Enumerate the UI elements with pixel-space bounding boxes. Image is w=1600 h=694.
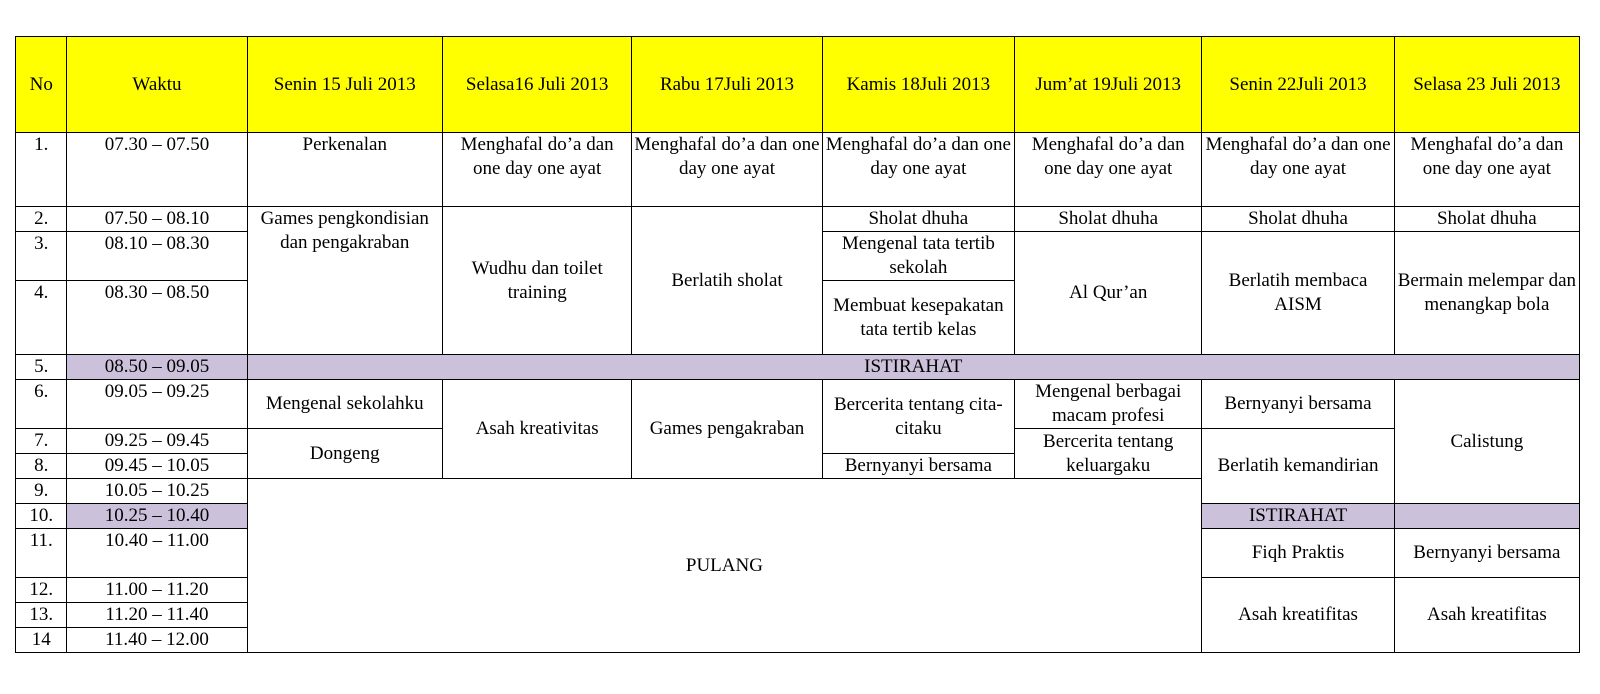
break-cell: ISTIRAHAT: [1202, 504, 1394, 529]
activity-cell: Asah kreatifitas: [1394, 578, 1579, 653]
header-day-5: Jum’at 19Juli 2013: [1015, 37, 1202, 133]
header-waktu: Waktu: [67, 37, 247, 133]
activity-cell: Dongeng: [247, 429, 443, 479]
activity-cell: Bernyanyi bersama: [1394, 529, 1579, 578]
break-cell: ISTIRAHAT: [247, 355, 1580, 380]
header-day-6: Senin 22Juli 2013: [1202, 37, 1394, 133]
activity-cell: Asah kreativitas: [443, 380, 632, 479]
row-time: 07.50 – 08.10: [67, 207, 247, 232]
activity-cell: Al Qur’an: [1015, 232, 1202, 355]
header-no: No: [16, 37, 67, 133]
break-cell: [1394, 504, 1579, 529]
activity-cell: Membuat kesepakatan tata tertib kelas: [822, 281, 1014, 355]
activity-cell: Bercerita tentang cita-citaku: [822, 380, 1014, 454]
row-number: 13.: [16, 603, 67, 628]
row-number: 2.: [16, 207, 67, 232]
row-number: 11.: [16, 529, 67, 578]
activity-cell: Bercerita tentang keluargaku: [1015, 429, 1202, 479]
activity-cell: Sholat dhuha: [1394, 207, 1579, 232]
row-number: 3.: [16, 232, 67, 281]
row-number: 4.: [16, 281, 67, 355]
activity-cell: Menghafal do’a dan one day one ayat: [632, 133, 822, 207]
activity-cell: Asah kreatifitas: [1202, 578, 1394, 653]
row-time: 09.45 – 10.05: [67, 454, 247, 479]
row-time: 10.25 – 10.40: [67, 504, 247, 529]
row-time: 09.05 – 09.25: [67, 380, 247, 429]
activity-cell: Mengenal berbagai macam profesi: [1015, 380, 1202, 429]
activity-cell: Mengenal sekolahku: [247, 380, 443, 429]
table-row: [16, 355, 1580, 380]
pulang-cell: PULANG: [247, 479, 1202, 653]
activity-cell: Fiqh Praktis: [1202, 529, 1394, 578]
row-number: 7.: [16, 429, 67, 454]
header-day-4: Kamis 18Juli 2013: [822, 37, 1014, 133]
row-time: 11.00 – 11.20: [67, 578, 247, 603]
header-day-2: Selasa16 Juli 2013: [443, 37, 632, 133]
activity-cell: Bermain melempar dan menangkap bola: [1394, 232, 1579, 355]
row-number: 1.: [16, 133, 67, 207]
activity-cell: Games pengakraban: [632, 380, 822, 479]
header-day-3: Rabu 17Juli 2013: [632, 37, 822, 133]
row-time: 07.30 – 07.50: [67, 133, 247, 207]
row-number: 9.: [16, 479, 67, 504]
row-time: 08.50 – 09.05: [67, 355, 247, 380]
activity-cell: Berlatih sholat: [632, 207, 822, 355]
activity-cell: Berlatih kemandirian: [1202, 429, 1394, 504]
table-row: [16, 133, 1580, 207]
row-number: 10.: [16, 504, 67, 529]
activity-cell: Menghafal do’a dan one day one ayat: [443, 133, 632, 207]
activity-cell: Calistung: [1394, 380, 1579, 504]
activity-cell: Bernyanyi bersama: [822, 454, 1014, 479]
activity-cell: Games pengkondisian dan pengakraban: [247, 207, 443, 355]
row-number: 12.: [16, 578, 67, 603]
table-row: [16, 380, 1580, 429]
row-time: 09.25 – 09.45: [67, 429, 247, 454]
row-time: 10.05 – 10.25: [67, 479, 247, 504]
header-day-1: Senin 15 Juli 2013: [247, 37, 443, 133]
row-number: 5.: [16, 355, 67, 380]
header-row: [16, 37, 1580, 133]
row-time: 11.20 – 11.40: [67, 603, 247, 628]
row-time: 08.30 – 08.50: [67, 281, 247, 355]
activity-cell: Sholat dhuha: [822, 207, 1014, 232]
activity-cell: Perkenalan: [247, 133, 443, 207]
row-time: 08.10 – 08.30: [67, 232, 247, 281]
activity-cell: Menghafal do’a dan one day one ayat: [1202, 133, 1394, 207]
schedule-table: [15, 36, 1580, 653]
row-number: 6.: [16, 380, 67, 429]
row-time: 10.40 – 11.00: [67, 529, 247, 578]
activity-cell: Berlatih membaca AISM: [1202, 232, 1394, 355]
header-day-7: Selasa 23 Juli 2013: [1394, 37, 1579, 133]
activity-cell: Wudhu dan toilet training: [443, 207, 632, 355]
table-row: [16, 207, 1580, 232]
activity-cell: Menghafal do’a dan one day one ayat: [822, 133, 1014, 207]
activity-cell: Sholat dhuha: [1202, 207, 1394, 232]
activity-cell: Mengenal tata tertib sekolah: [822, 232, 1014, 281]
row-time: 11.40 – 12.00: [67, 628, 247, 653]
activity-cell: Menghafal do’a dan one day one ayat: [1015, 133, 1202, 207]
activity-cell: Bernyanyi bersama: [1202, 380, 1394, 429]
row-number: 8.: [16, 454, 67, 479]
activity-cell: Sholat dhuha: [1015, 207, 1202, 232]
activity-cell: Menghafal do’a dan one day one ayat: [1394, 133, 1579, 207]
row-number: 14: [16, 628, 67, 653]
